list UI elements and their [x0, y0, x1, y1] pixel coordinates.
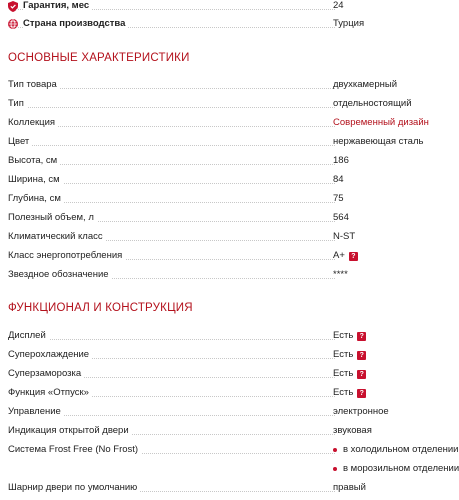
spec-value: звуковая: [333, 425, 372, 436]
section-title-func: ФУНКЦИОНАЛ И КОНСТРУКЦИЯ: [8, 302, 193, 314]
help-icon[interactable]: ?: [357, 389, 366, 398]
spec-label: Ширина, см: [8, 174, 63, 185]
spec-row: [8, 422, 445, 440]
spec-row: [8, 384, 445, 402]
spec-label: Тип товара: [8, 79, 60, 90]
spec-row: [8, 266, 445, 284]
spec-value: 186: [333, 155, 349, 166]
spec-label: Суперохлаждение: [8, 349, 92, 360]
spec-value: отдельностоящий: [333, 98, 412, 109]
spec-label: Гарантия, мес: [23, 0, 92, 15]
spec-row: [8, 171, 445, 189]
spec-value: в морозильном отделении: [343, 463, 459, 474]
spec-row: [8, 247, 445, 265]
spec-value: N-ST: [333, 231, 356, 242]
spec-row: [8, 346, 445, 364]
spec-label: Шарнир двери по умолчанию: [8, 482, 140, 493]
spec-value: 24: [333, 0, 344, 11]
spec-row: [8, 190, 445, 208]
spec-value: Есть: [333, 387, 354, 398]
spec-label: Климатический класс: [8, 231, 106, 242]
spec-value: Есть: [333, 330, 354, 341]
bullet-icon: [333, 467, 337, 471]
spec-value: 84: [333, 174, 344, 185]
spec-row: [8, 152, 445, 170]
section-title-main: ОСНОВНЫЕ ХАРАКТЕРИСТИКИ: [8, 52, 190, 64]
spec-value: электронное: [333, 406, 389, 417]
spec-value: правый: [333, 482, 366, 493]
spec-row: [8, 228, 445, 246]
spec-row: [8, 209, 445, 227]
spec-value: ****: [333, 269, 348, 280]
spec-label: Система Frost Free (No Frost): [8, 444, 141, 455]
spec-label: Полезный объем, л: [8, 212, 97, 223]
spec-label: Индикация открытой двери: [8, 425, 132, 436]
help-icon[interactable]: ?: [357, 370, 366, 379]
spec-value: Турция: [333, 18, 365, 29]
spec-label: Коллекция: [8, 117, 58, 128]
spec-label: Класс энергопотребления: [8, 250, 125, 261]
collection-link[interactable]: Современный дизайн: [333, 117, 429, 128]
spec-row: [8, 479, 445, 497]
spec-row: [8, 133, 445, 151]
spec-label: Функция «Отпуск»: [8, 387, 92, 398]
spec-value: 564: [333, 212, 349, 223]
help-icon[interactable]: ?: [349, 252, 358, 261]
spec-label: Дисплей: [8, 330, 49, 341]
spec-label: Страна производства: [23, 15, 128, 33]
spec-label: Глубина, см: [8, 193, 64, 204]
spec-label: Суперзаморозка: [8, 368, 84, 379]
spec-value: Есть: [333, 368, 354, 379]
spec-row: [8, 114, 445, 132]
spec-row-warranty: [8, 0, 445, 15]
spec-row: [8, 441, 459, 459]
spec-value: Есть: [333, 349, 354, 360]
bullet-icon: [333, 448, 337, 452]
spec-label: Высота, см: [8, 155, 60, 166]
spec-row-country: [8, 15, 445, 33]
spec-row: [8, 365, 445, 383]
spec-label: Тип: [8, 98, 27, 109]
spec-value: двухкамерный: [333, 79, 398, 90]
help-icon[interactable]: ?: [357, 332, 366, 341]
spec-label: Управление: [8, 406, 64, 417]
spec-label: Звездное обозначение: [8, 269, 112, 280]
spec-value: в холодильном отделении: [343, 444, 459, 455]
spec-value: нержавеющая сталь: [333, 136, 424, 147]
spec-row: [8, 76, 445, 94]
spec-value: A+: [333, 250, 345, 261]
spec-value: 75: [333, 193, 344, 204]
help-icon[interactable]: ?: [357, 351, 366, 360]
spec-row-continued: [8, 460, 459, 478]
spec-row: [8, 95, 445, 113]
spec-row: [8, 327, 445, 345]
spec-label: Цвет: [8, 136, 32, 147]
spec-row: [8, 403, 445, 421]
